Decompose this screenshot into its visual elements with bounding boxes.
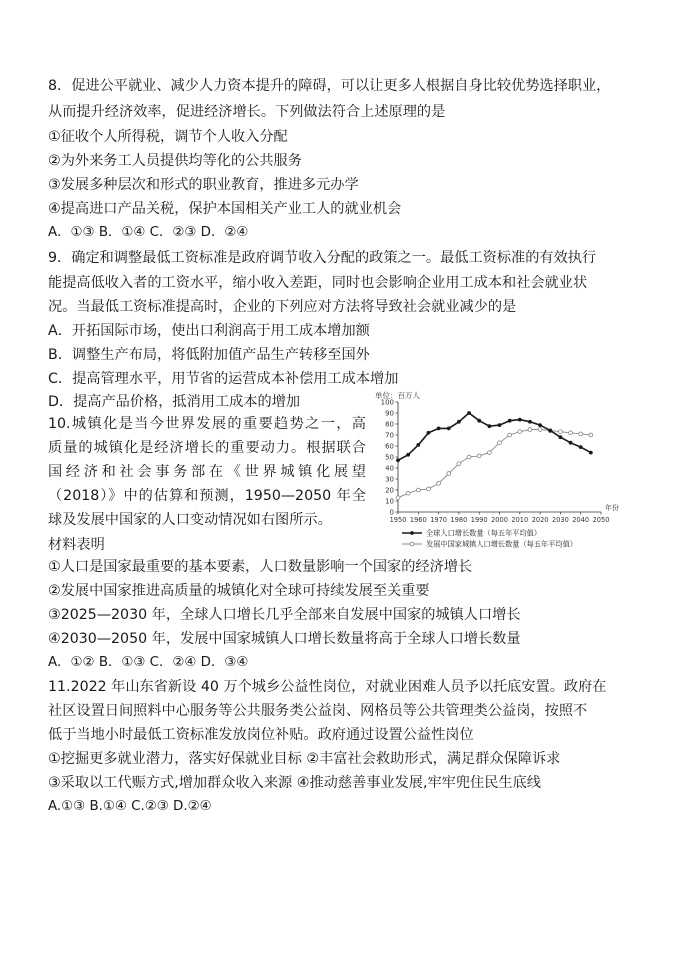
x-axis-label: 年份 [605, 504, 619, 512]
x-tick-label: 1990 [470, 516, 488, 524]
q11-options: A.①③ B.①④ C.②③ D.②④ [48, 799, 212, 814]
q10-stem-line-5: 球及发展中国家的人口变动情况如右图所示。 [48, 512, 332, 528]
x-tick-label: 2000 [491, 516, 508, 524]
legend-label-2: 发展中国家城镇人口增长数量（每五年平均值） [426, 539, 577, 549]
series-2-point [589, 433, 593, 437]
q10-stem-line-1: 10.城镇化是当今世界发展的重要趋势之一，高 [48, 416, 366, 432]
q8-stem-line-1: 8．促进公平就业、减少人力资本提升的障碍，可以让更多人根据自身比较优势选择职业， [48, 78, 611, 94]
series-1-point [498, 423, 502, 427]
q8-item-1: ①征收个人所得税，调节个人收入分配 [48, 129, 288, 145]
y-tick-label: 40 [385, 464, 394, 473]
q10-item-4: ④2030—2050 年，发展中国家城镇人口增长数量将高于全球人口增长数量 [48, 631, 521, 647]
q9-stem-line-1: 9．确定和调整最低工资标准是政府调节收入分配的政策之一。最低工资标准的有效执行 [48, 250, 597, 266]
x-tick-label: 2030 [552, 516, 569, 524]
q8-item-2: ②为外来务工人员提供均等化的公共服务 [48, 153, 302, 169]
legend-marker-2 [410, 542, 414, 546]
q11-item-row-2: ③采取以工代赈方式,增加群众收入来源 ④推动慈善事业发展,牢牢兜住民生底线 [48, 775, 541, 791]
series-2-point [467, 455, 471, 459]
y-tick-label: 20 [385, 486, 394, 495]
q11-stem-line-1: 11.2022 年山东省新设 40 万个城乡公益性岗位，对就业困难人员予以托底安置。政府在 [48, 679, 607, 695]
q10-item-1: ①人口是国家最重要的基本要素，人口数量影响一个国家的经济增长 [48, 559, 473, 575]
x-tick-label: 2050 [592, 516, 610, 524]
q9-option-a: A．开拓国际市场，使出口利润高于用工成本增加额 [48, 323, 370, 339]
series-2-point [437, 482, 441, 486]
x-tick-label: 2010 [511, 516, 529, 524]
series-1-point [559, 435, 563, 439]
series-2-point [487, 451, 491, 455]
y-tick-label: 50 [385, 453, 394, 462]
x-tick-label: 2040 [572, 516, 590, 524]
series-1-point [416, 443, 420, 447]
legend-marker-1 [410, 531, 414, 535]
q10-lead: 材料表明 [48, 537, 105, 553]
q10-item-2: ②发展中国家推进高质量的城镇化对全球可持续发展至关重要 [48, 583, 430, 599]
series-2-point [406, 491, 410, 495]
series-1-point [457, 420, 461, 424]
series-1-point [467, 411, 471, 415]
y-tick-label: 30 [385, 475, 394, 484]
series-2-point [457, 462, 461, 466]
series-1-point [569, 441, 573, 445]
q8-item-3: ③发展多种层次和形式的职业教育，推进多元办学 [48, 177, 359, 193]
q9-stem-line-3: 况。当最低工资标准提高时，企业的下列应对方法将导致社会就业减少的是 [48, 299, 517, 315]
x-tick-label: 1970 [430, 516, 447, 524]
q10-stem-line-4: （2018）》中的估算和预测，1950—2050 年全 [48, 488, 366, 504]
q10-options: A．①② B．①③ C．②④ D．③④ [48, 655, 249, 670]
q8-stem-line-2: 从而提升经济效率，促进经济增长。下列做法符合上述原理的是 [48, 104, 446, 120]
x-tick-label: 2020 [531, 516, 549, 524]
series-2-point [559, 430, 563, 434]
x-tick-label: 1950 [389, 516, 407, 524]
q10-stem [48, 412, 366, 532]
q8-item-4: ④提高进口产品关税，保护本国相关产业工人的就业机会 [48, 201, 402, 217]
y-tick-label: 80 [385, 420, 394, 429]
x-tick-label: 1980 [450, 516, 468, 524]
y-tick-label: 0 [389, 508, 394, 517]
series-2-point [477, 454, 481, 458]
y-tick-label: 10 [385, 497, 394, 506]
series-2-point [569, 431, 573, 435]
series-1-point [508, 419, 512, 423]
q11-stem-line-3: 低于当地小时最低工资标准发放岗位补贴。政府通过设置公益性岗位 [48, 727, 474, 743]
q8-options: A．①③ B．①④ C．②③ D．②④ [48, 225, 249, 240]
q9-option-b: B．调整生产布局，将低附加值产品生产转移至国外 [48, 347, 370, 363]
series-1-point [579, 445, 583, 449]
y-tick-label: 100 [380, 398, 394, 407]
y-tick-label: 70 [385, 431, 394, 440]
legend-label-1: 全球人口增长数量（每五年平均值） [426, 528, 542, 538]
series-2-point [508, 433, 512, 437]
series-1-point [447, 427, 451, 431]
y-tick-label: 90 [385, 409, 394, 418]
series-1-point [538, 423, 542, 427]
y-tick-label: 60 [385, 442, 394, 451]
q10-stem-line-2: 质量的城镇化是经济增长的重要动力。根据联合 [48, 440, 366, 456]
series-1-point [548, 429, 552, 433]
q10-stem-line-3: 国经济和社会事务部在《世界城镇化展望 [48, 464, 366, 480]
series-2-point [528, 428, 532, 432]
series-1-point [477, 419, 481, 423]
q9-option-d: D．提高产品价格，抵消用工成本的增加 [48, 394, 301, 410]
series-2-point [538, 428, 542, 432]
chart-unit-label: 单位：百万人 [375, 391, 420, 400]
population-line-chart [372, 388, 646, 556]
q11-item-row-1: ①挖掘更多就业潜力，落实好保就业目标 ②丰富社会救助形式，满足群众保障诉求 [48, 751, 561, 767]
series-2-point [579, 432, 583, 436]
series-1-point [518, 418, 522, 422]
series-1-point [396, 458, 400, 462]
series-1-point [437, 427, 441, 431]
series-2-point [396, 496, 400, 500]
series-1-point [406, 453, 410, 457]
q11-stem-line-2: 社区设置日间照料中心服务等公共服务类公益岗、网格员等公共管理类公益岗，按照不 [48, 703, 588, 719]
series-2-point [427, 487, 431, 491]
series-2-point [518, 430, 522, 434]
series-1-point [589, 451, 593, 455]
q9-option-c: C．提高管理水平，用节省的运营成本补偿用工成本增加 [48, 371, 399, 387]
series-2-point [498, 441, 502, 445]
series-1-point [487, 424, 491, 428]
series-1-point [427, 431, 431, 435]
series-2-point [416, 488, 420, 492]
series-1-point [528, 420, 532, 424]
q9-stem-line-2: 能提高低收入者的工资水平，缩小收入差距，同时也会影响企业用工成本和社会就业状 [48, 275, 588, 291]
series-2-point [447, 472, 451, 476]
q10-item-3: ③2025—2030 年，全球人口增长几乎全部来自发展中国家的城镇人口增长 [48, 607, 521, 623]
x-tick-label: 1960 [409, 516, 427, 524]
